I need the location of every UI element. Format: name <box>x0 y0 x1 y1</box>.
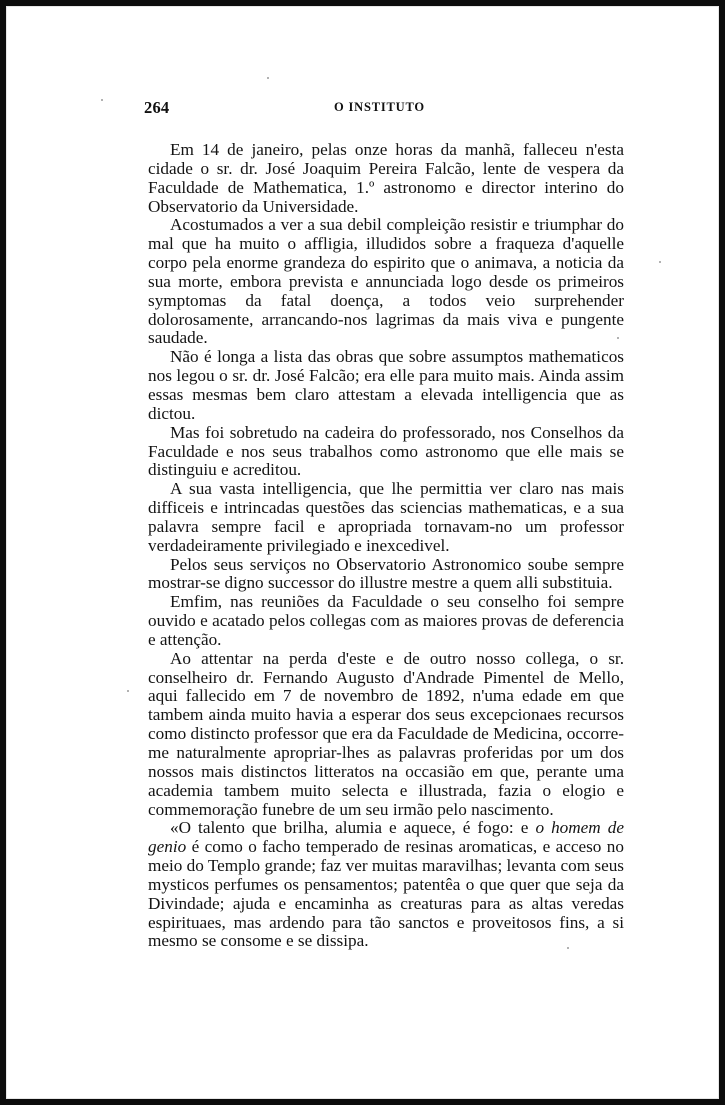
paragraph-intelligence: A sua vasta intelligencia, que lhe permittia ver claro nas mais difficeis e intrincadas questões das sciencias mathematicas, e a sua palavra sempre facil e apropriada tornavam-no um professor verdadeiramente privilegiado e inexcedivel. <box>148 479 624 555</box>
paragraph-illness: Acostumados a ver a sua debil compleição resistir e triumphar do mal que ha muito o affligia, illudidos sobre a fraqueza d'aquelle corpo pela enorme grandeza do espirito que o animava, a noticia da sua morte, embora prevista e annunciada logo desde os primeiros symptomas da fatal doença, a todos veio surprehender dolorosamente, arrancando-nos lagrimas da mais viva e pungente saudade. <box>148 215 624 348</box>
quotation-text-start: «O talento que brilha, alumia e aquece, é fogo: e <box>170 818 536 838</box>
body-text <box>148 141 624 951</box>
scan-speck <box>101 99 103 101</box>
paragraph-works: Não é longa a lista das obras que sobre assumptos mathematicos nos legou o sr. dr. José Falcão; era elle para muito mais. Ainda assim essas mesmas bem claro attestam a elevada intelligencia que as dictou. <box>148 347 624 423</box>
scan-speck <box>127 690 129 692</box>
scan-speck <box>659 261 661 263</box>
quotation-text-end: é como o facho temperado de resinas aromaticas, e acceso no meio do Templo grande; faz ver muitas maravilhas; levanta com seus mysticos perfumes os pensamentos; patentêa o que quer que seja da Divindade; ajuda e encaminha as creaturas para as altas veredas espirituaes, mas ardendo para tão sanctos e proveitosos fins, a si mesmo se consome e se dissipa. <box>148 837 624 951</box>
paragraph-faculty-council: Emfim, nas reuniões da Faculdade o seu conselho foi sempre ouvido e acatado pelos collegas com as maiores provas de deferencia e attenção. <box>148 592 624 649</box>
scan-speck <box>267 77 269 79</box>
paragraph-colleague: Ao attentar na perda d'este e de outro nosso collega, o sr. conselheiro dr. Fernando Augusto d'Andrade Pimentel de Mello, aqui fallecido em 7 de novembro de 1892, n'uma edade em que tambem ainda muito havia a esperar dos seus excepcionaes recursos como distincto professor que era da Faculdade de Medicina, occorre-me naturalmente apropriar-lhes as palavras proferidas por um dos nossos mais distinctos litteratos na occasião em que, perante uma academia tambem muito selecta e illustrada, fazia o elogio e commemoração funebre de um seu irmão pelo nascimento. <box>148 648 624 819</box>
paragraph-death-notice: Em 14 de janeiro, pelas onze horas da manhã, falleceu n'esta cidade o sr. dr. José Joaquim Pereira Falcão, lente de vespera da Faculdade de Mathematica, 1.º astronomo e director interino do Observatorio da Universidade. <box>148 140 624 216</box>
page-header <box>144 98 624 120</box>
page-number: 264 <box>144 98 170 117</box>
running-title: O INSTITUTO <box>334 100 425 114</box>
paragraph-professorship: Mas foi sobretudo na cadeira do professorado, nos Conselhos da Faculdade e nos seus trabalhos como astronomo que elle mais se distinguiu e acreditou. <box>148 422 624 480</box>
quotation-italic: o homem de genio <box>148 818 624 857</box>
quotation-paragraph <box>148 819 624 951</box>
paragraph-observatory: Pelos seus serviços no Observatorio Astronomico soube sempre mostrar-se digno successor do illustre mestre a quem alli substituia. <box>148 554 624 593</box>
